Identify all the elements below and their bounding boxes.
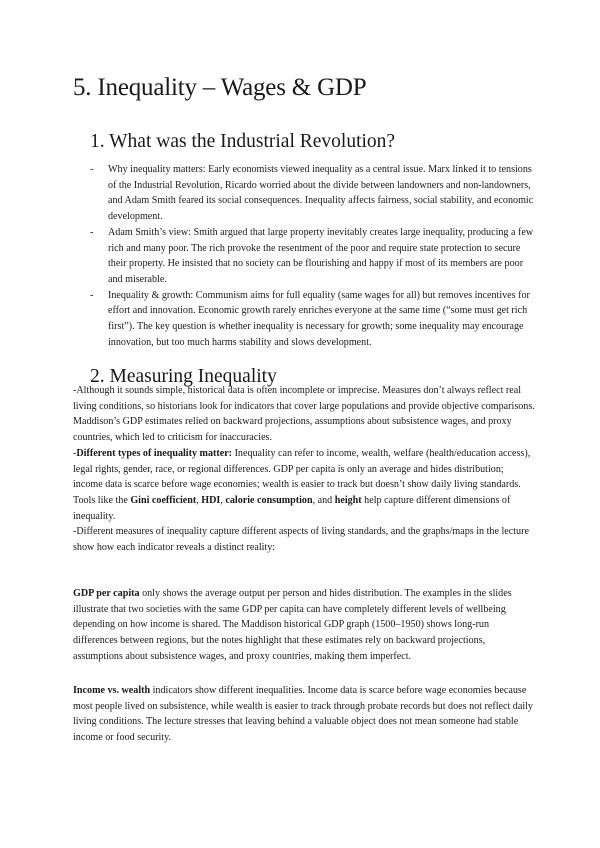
bullet-text: Inequality & growth: Communism aims for full equality (same wages for all) but removes incentives for effort and innovation. Economic growth rarely enriches everyone at the same time (“some must get rich first”). The key question is whether inequality is necessary for growth; some inequality may encourage innovation, but too much harms stability and slows development. bbox=[108, 289, 530, 348]
paragraph-different-measures: -Different measures of inequality capture different aspects of living standards, and the graphs/maps in the lecture show how each indicator reveals a distinct reality: bbox=[73, 526, 529, 554]
bullet-text: Why inequality matters: Early economists viewed inequality as a central issue. Marx linked it to tensions of the Industrial Revolution, Ricardo worried about the divide between landowners and non-landowners, and Adam Smith feared its social consequences. Inequality affects fairness, social stability, and economic development. bbox=[108, 164, 534, 223]
paragraph-gdp-per-capita bbox=[73, 586, 535, 665]
list-item bbox=[90, 225, 536, 288]
bullet-text: Adam Smith’s view: Smith argued that large property inevitably creates large inequality, producing a few rich and many poor. The rich provoke the resentment of the poor and require state protection to secure their property. He insisted that no society can be flourishing and happy if most of its members are poor and miserable. bbox=[108, 226, 534, 285]
bullet-marker: - bbox=[90, 226, 94, 238]
paragraph-text: indicators show different inequalities. Income data is scarce before wage economies because most people lived on subsistence, while wealth is easier to track through probate records but does not reflect daily living conditions. The lecture stresses that leaving behind a valuable object does not mean someone had stable income or food security. bbox=[73, 685, 533, 744]
bullet-marker: - bbox=[90, 164, 94, 175]
bold-term-types-of-inequality: Different types of inequality matter: bbox=[76, 447, 233, 459]
paragraph-text: Inequality can refer to income, wealth, welfare (health/education access), legal rights, gender, race, or regional differences. GDP per capita is only an average and hides distribution; income data is scarce before wage economies; wealth is easier to track but doesn’t show daily living standards. Tools like the bbox=[73, 447, 531, 506]
section-heading-industrial-revolution: 1. What was the Industrial Revolution? bbox=[90, 131, 396, 152]
list-item bbox=[90, 162, 536, 225]
list-item bbox=[90, 288, 536, 351]
bold-term-gini: Gini coefficient bbox=[130, 494, 197, 506]
paragraph-income-vs-wealth bbox=[73, 683, 535, 746]
bold-term-calorie: calorie consumption bbox=[225, 494, 313, 506]
measuring-inequality-body bbox=[73, 383, 535, 556]
bullet-marker: - bbox=[90, 289, 94, 301]
paragraph-text-end: help capture different dimensions of inequality. bbox=[73, 494, 511, 522]
separator: , bbox=[196, 494, 202, 506]
section-heading-measuring-inequality: 2. Measuring Inequality bbox=[90, 366, 277, 387]
paragraph-prefix: - bbox=[73, 447, 77, 459]
bold-term-income-vs-wealth: Income vs. wealth bbox=[73, 685, 151, 696]
page-title: 5. Inequality – Wages & GDP bbox=[73, 74, 367, 101]
bold-term-height: height bbox=[334, 494, 362, 506]
paragraph-types-of-inequality bbox=[73, 446, 535, 525]
bullet-list bbox=[90, 162, 536, 350]
separator: , bbox=[220, 494, 226, 506]
paragraph-data-quality: -Although it sounds simple, historical data is often incomplete or imprecise. Measures don’t always reflect real living conditions, so historians look for indicators that cover large populations and provide objective comparisons. Maddison’s GDP estimates relied on backward projections, assumptions about subsistence wages, and proxy countries, which led to criticism for inaccuracies. bbox=[73, 385, 535, 444]
separator: , and bbox=[312, 494, 335, 506]
bold-term-hdi: HDI bbox=[201, 494, 221, 506]
bold-term-gdp-per-capita: GDP per capita bbox=[73, 588, 140, 599]
paragraph-text: only shows the average output per person and hides distribution. The examples in the slides illustrate that two societies with the same GDP per capita can have completely different levels of wellbeing depending on how income is shared. The Maddison historical GDP graph (1500–1950) shows long-run differences between regions, but the notes highlight that these estimates rely on backward projections, assumptions about subsistence wages, and proxy countries, making them imperfect. bbox=[73, 588, 512, 662]
